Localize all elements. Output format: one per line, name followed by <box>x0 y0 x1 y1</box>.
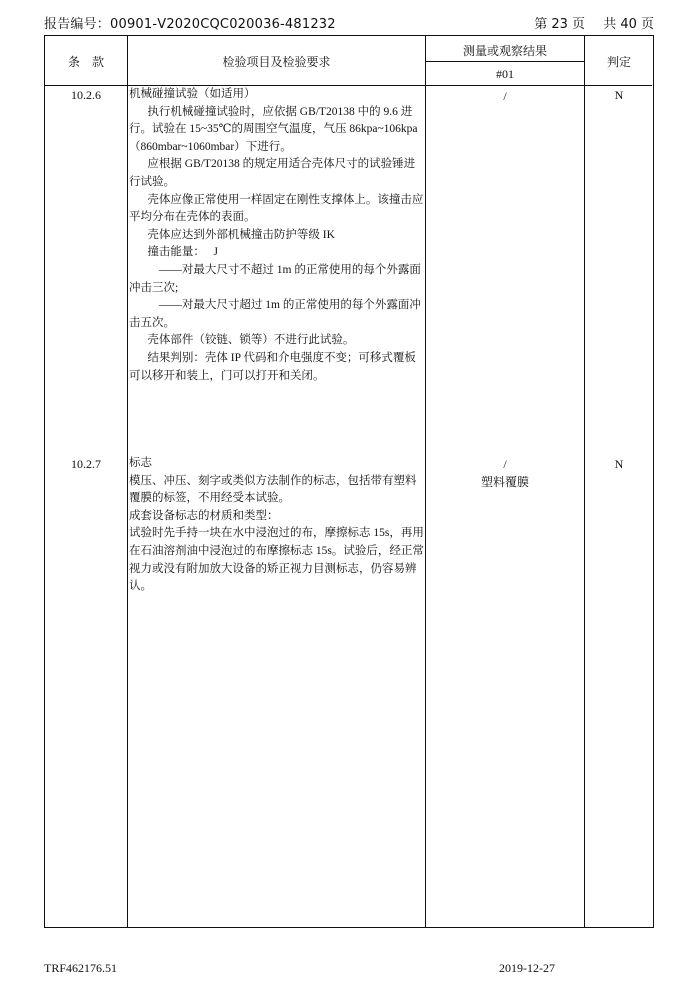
header-sample-id: #01 <box>496 67 514 81</box>
header-clause: 条 款 <box>67 55 104 69</box>
inspection-table <box>44 35 654 928</box>
test-title: 机械碰撞试验（如适用） <box>129 88 256 100</box>
clause-number: 10.2.7 <box>71 457 101 471</box>
page-number: 第 23 页 <box>534 17 586 32</box>
header-subdivider <box>425 61 584 62</box>
requirement-text: 壳体部件（铰链、锁等）不进行此试验。 <box>147 334 355 347</box>
col-divider <box>127 36 128 927</box>
requirement-text: 撞击能量： J <box>147 246 218 259</box>
header-result: 测量或观察结果 <box>462 44 547 58</box>
test-requirement <box>129 86 425 385</box>
result-value <box>426 87 584 105</box>
requirement-text: 成套设备标志的材质和类型： <box>129 509 279 522</box>
result-line: / <box>503 457 507 471</box>
header-verdict: 判定 <box>606 55 631 69</box>
requirement-text: 模压、冲压、刻字或类似方法制作的标志，包括带有塑料覆膜的标签，不用经受本试验。 <box>129 474 417 505</box>
form-number: TRF462176.51 <box>44 961 118 975</box>
requirement-text: 应根据 GB/T20138 的规定用适合壳体尺寸的试验锤进行试验。 <box>129 158 416 188</box>
result-line: 塑料覆膜 <box>480 475 529 489</box>
test-title: 标志 <box>129 457 152 469</box>
clause-number: 10.2.6 <box>71 88 101 102</box>
requirement-text: ——对最大尺寸不超过 1m 的正常使用的每个外露面冲击三次; <box>129 263 421 294</box>
requirement-text: 壳体应达到外部机械撞击防护等级 IK <box>147 228 335 241</box>
issue-date: 2019-12-27 <box>499 961 555 975</box>
requirement-text: 执行机械碰撞试验时，应依据 GB/T20138 中的 9.6 进行。试验在 15~35℃的周围空气温度，气压 86kpa~106kpa（860mbar~1060mbar）下进行。 <box>129 105 418 153</box>
requirement-text: 试验时先手持一块在水中浸泡过的布，摩擦标志 15s，再用在石油溶剂油中浸泡过的布摩擦标志 15s。试验后，经正常视力或没有附加放大设备的矫正视力目测标志，仍容易辨认。 <box>129 527 424 593</box>
header-item: 检验项目及检验要求 <box>222 55 331 69</box>
verdict-value: N <box>614 88 624 102</box>
result-line: / <box>503 89 507 103</box>
verdict-value: N <box>614 457 624 471</box>
test-requirement <box>129 455 425 596</box>
report-number: 报告编号：00901-V2020CQC020036-481232 <box>44 17 336 32</box>
requirement-text: ——对最大尺寸超过 1m 的正常使用的每个外露面冲击五次。 <box>129 299 421 329</box>
page-indicator <box>520 13 654 32</box>
requirement-text: 结果判别：壳体 IP 代码和介电强度不变；可移式覆板可以移开和装上，门可以打开和关闭。 <box>129 351 416 382</box>
requirement-text: 壳体应像正常使用一样固定在刚性支撑体上。该撞击应平均分布在壳体的表面。 <box>129 193 424 224</box>
result-value <box>426 455 584 491</box>
page-total: 共 40 页 <box>603 17 654 32</box>
col-divider <box>584 36 585 927</box>
